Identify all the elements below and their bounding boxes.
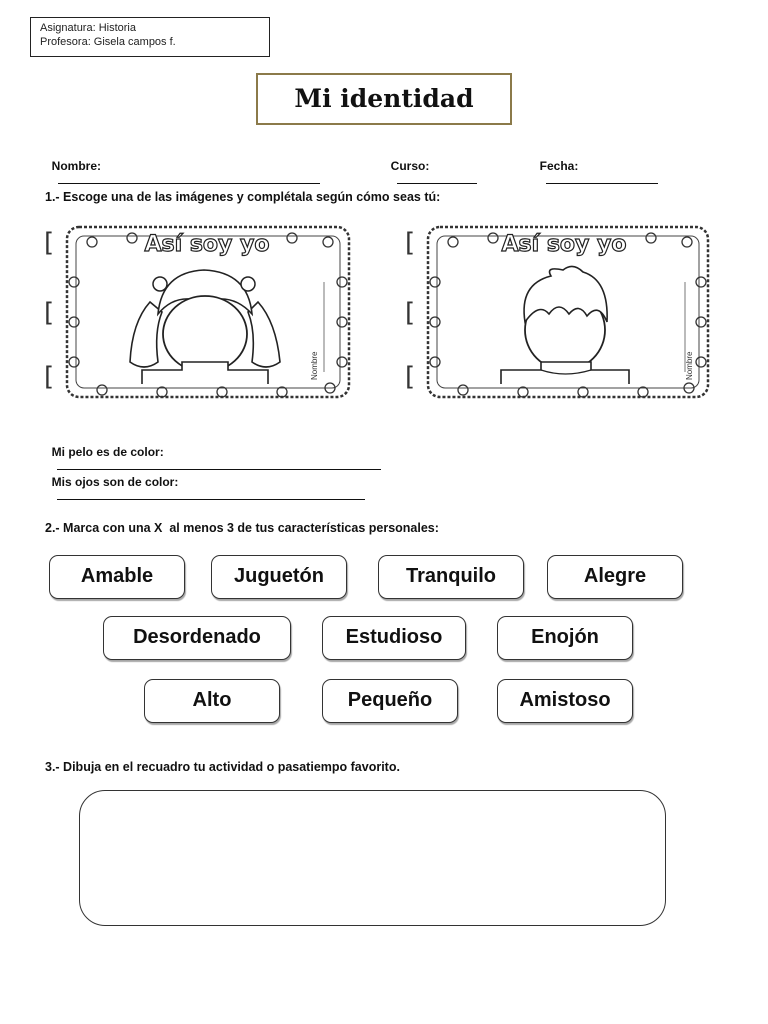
date-blank[interactable] — [546, 183, 658, 184]
girl-card-title: Así soy yo — [144, 232, 270, 257]
course-label: Curso: — [390, 159, 430, 173]
subject-text: Asignatura: Historia — [40, 22, 136, 34]
eye-color-label: Mis ojos son de color: — [51, 475, 179, 489]
drawing-area[interactable] — [79, 790, 666, 926]
girl-portrait-card[interactable] — [62, 222, 354, 402]
hair-color-label: Mi pelo es de color: — [51, 445, 164, 459]
name-label: Nombre: — [51, 159, 102, 173]
trait-box[interactable]: Amistoso — [497, 679, 633, 723]
trait-box[interactable]: Alegre — [547, 555, 683, 599]
name-field[interactable] — [45, 145, 320, 187]
trait-box[interactable]: Amable — [49, 555, 185, 599]
trait-box[interactable]: Desordenado — [103, 616, 291, 660]
trait-box[interactable]: Estudioso — [322, 616, 466, 660]
question-3: 3.- Dibuja en el recuadro tu actividad o pasatiempo favorito. — [45, 760, 400, 774]
bracket-mark: [ — [44, 298, 55, 328]
date-label: Fecha: — [539, 159, 579, 173]
teacher-text: Profesora: Gisela campos f. — [40, 36, 176, 48]
boy-portrait-card[interactable] — [423, 222, 713, 402]
eye-color-field[interactable] — [45, 461, 365, 503]
boy-card-name-label: Nombre — [685, 351, 694, 380]
name-blank[interactable] — [58, 183, 320, 184]
trait-box[interactable]: Juguetón — [211, 555, 347, 599]
trait-box[interactable]: Alto — [144, 679, 280, 723]
course-info-box — [30, 17, 270, 57]
course-blank[interactable] — [397, 183, 477, 184]
bracket-mark: [ — [44, 362, 55, 392]
page-title: Mi identidad — [256, 73, 512, 125]
date-field[interactable] — [533, 145, 658, 187]
trait-box[interactable]: Enojón — [497, 616, 633, 660]
question-1: 1.- Escoge una de las imágenes y complétala según cómo seas tú: — [45, 190, 441, 204]
bracket-mark: [ — [405, 228, 416, 258]
course-field[interactable] — [384, 145, 477, 187]
boy-card-title: Así soy yo — [501, 232, 627, 257]
trait-box[interactable]: Tranquilo — [378, 555, 524, 599]
trait-box[interactable]: Pequeño — [322, 679, 458, 723]
bracket-mark: [ — [44, 228, 55, 258]
eye-color-blank[interactable] — [57, 499, 365, 500]
bracket-mark: [ — [405, 298, 416, 328]
girl-card-name-label: Nombre — [310, 351, 319, 380]
question-2: 2.- Marca con una X al menos 3 de tus características personales: — [45, 521, 439, 535]
bracket-mark: [ — [405, 362, 416, 392]
